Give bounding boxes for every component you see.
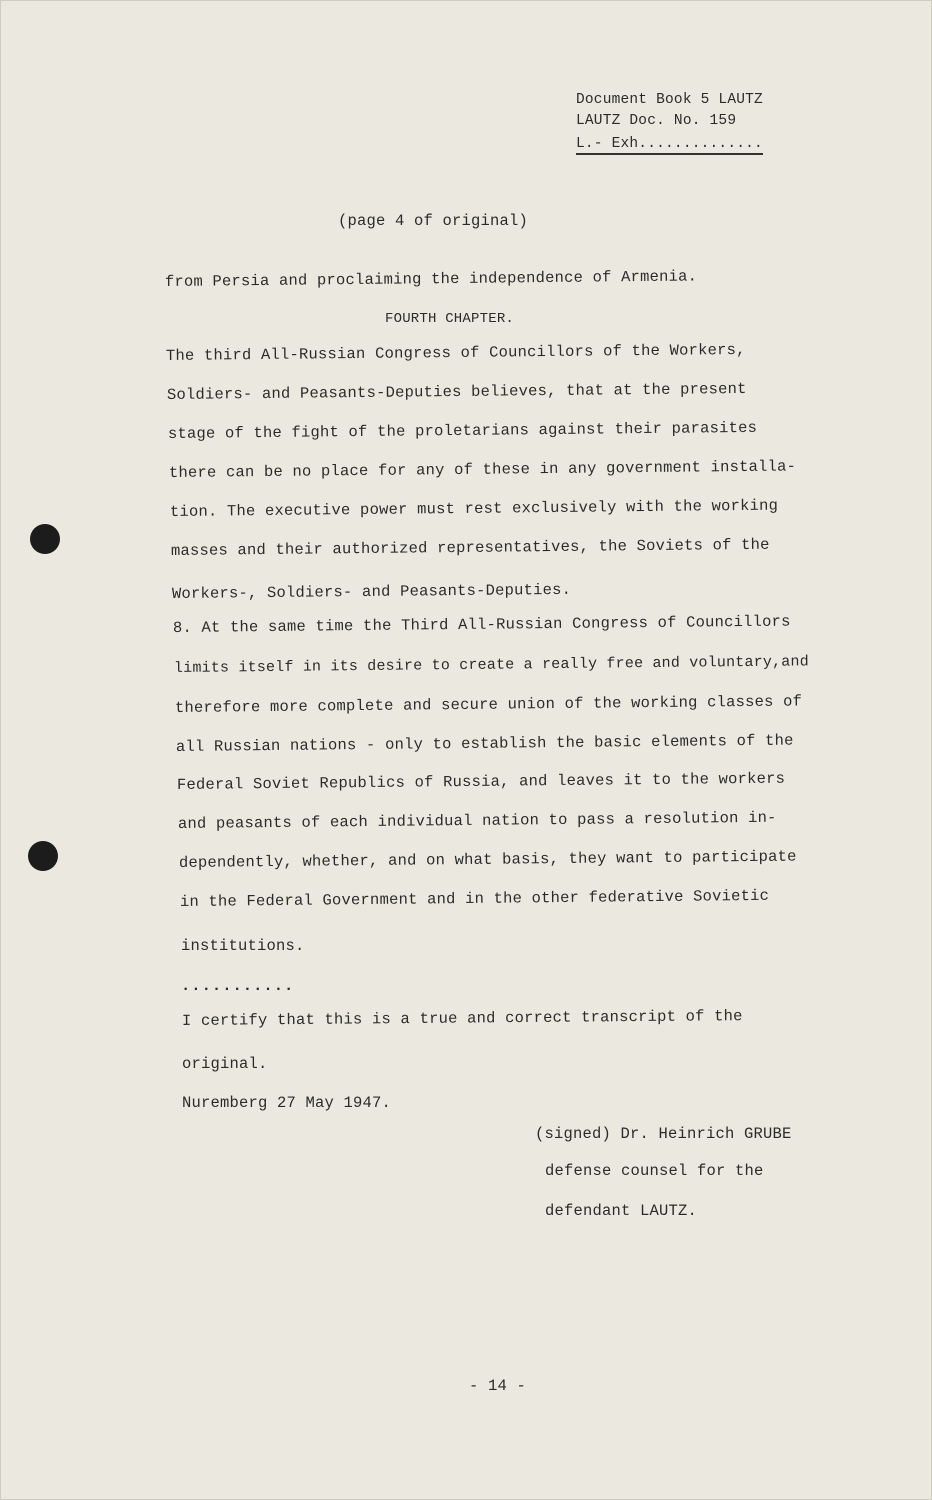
- body-line: therefore more complete and secure union of the working classes of: [174, 692, 803, 717]
- chapter-heading: FOURTH CHAPTER.: [385, 311, 515, 327]
- body-line: masses and their authorized representatives, the Soviets of the: [170, 535, 770, 560]
- body-line: tion. The executive power must rest exclusively with the working: [169, 496, 779, 521]
- body-line: The third All-Russian Congress of Councillors of the Workers,: [165, 340, 746, 365]
- body-line: there can be no place for any of these in any government installa-: [168, 457, 797, 482]
- body-line: Soldiers- and Peasants-Deputies believes, that at the present: [166, 379, 747, 404]
- punch-hole-bottom: [28, 841, 58, 871]
- punch-hole-top: [30, 524, 60, 554]
- body-line: limits itself in its desire to create a really free and voluntary,and: [173, 653, 809, 677]
- header-exhibit: L.- Exh..............: [576, 136, 763, 155]
- page-of-original-note: (page 4 of original): [338, 212, 529, 230]
- body-line: all Russian nations - only to establish the basic elements of the: [175, 731, 794, 756]
- signature-defendant: defendant LAUTZ.: [545, 1202, 698, 1220]
- certification-line: original.: [182, 1055, 268, 1073]
- header-doc-number: LAUTZ Doc. No. 159: [576, 113, 737, 129]
- body-line: dependently, whether, and on what basis, they want to participate: [178, 847, 797, 872]
- body-line: and peasants of each individual nation to pass a resolution in-: [177, 808, 777, 833]
- dotted-separator: ...........: [181, 977, 295, 995]
- body-line: Federal Soviet Republics of Russia, and leaves it to the workers: [176, 769, 786, 794]
- place-date: Nuremberg 27 May 1947.: [182, 1094, 392, 1112]
- body-line: 8. At the same time the Third All-Russian Congress of Councillors: [172, 612, 791, 637]
- signature-name: (signed) Dr. Heinrich GRUBE: [535, 1125, 792, 1143]
- body-line: from Persia and proclaiming the independence of Armenia.: [164, 267, 698, 291]
- body-line: stage of the fight of the proletarians against their parasites: [167, 418, 758, 443]
- certification-line: I certify that this is a true and correct transcript of the: [181, 1007, 743, 1030]
- page-number: - 14 -: [469, 1377, 527, 1395]
- header-document-book: Document Book 5 LAUTZ: [576, 92, 763, 108]
- signature-role: defense counsel for the: [545, 1162, 764, 1180]
- body-line: Workers-, Soldiers- and Peasants-Deputies.: [171, 580, 572, 603]
- body-line: in the Federal Government and in the other federative Sovietic: [179, 886, 770, 911]
- body-line: institutions.: [181, 937, 305, 955]
